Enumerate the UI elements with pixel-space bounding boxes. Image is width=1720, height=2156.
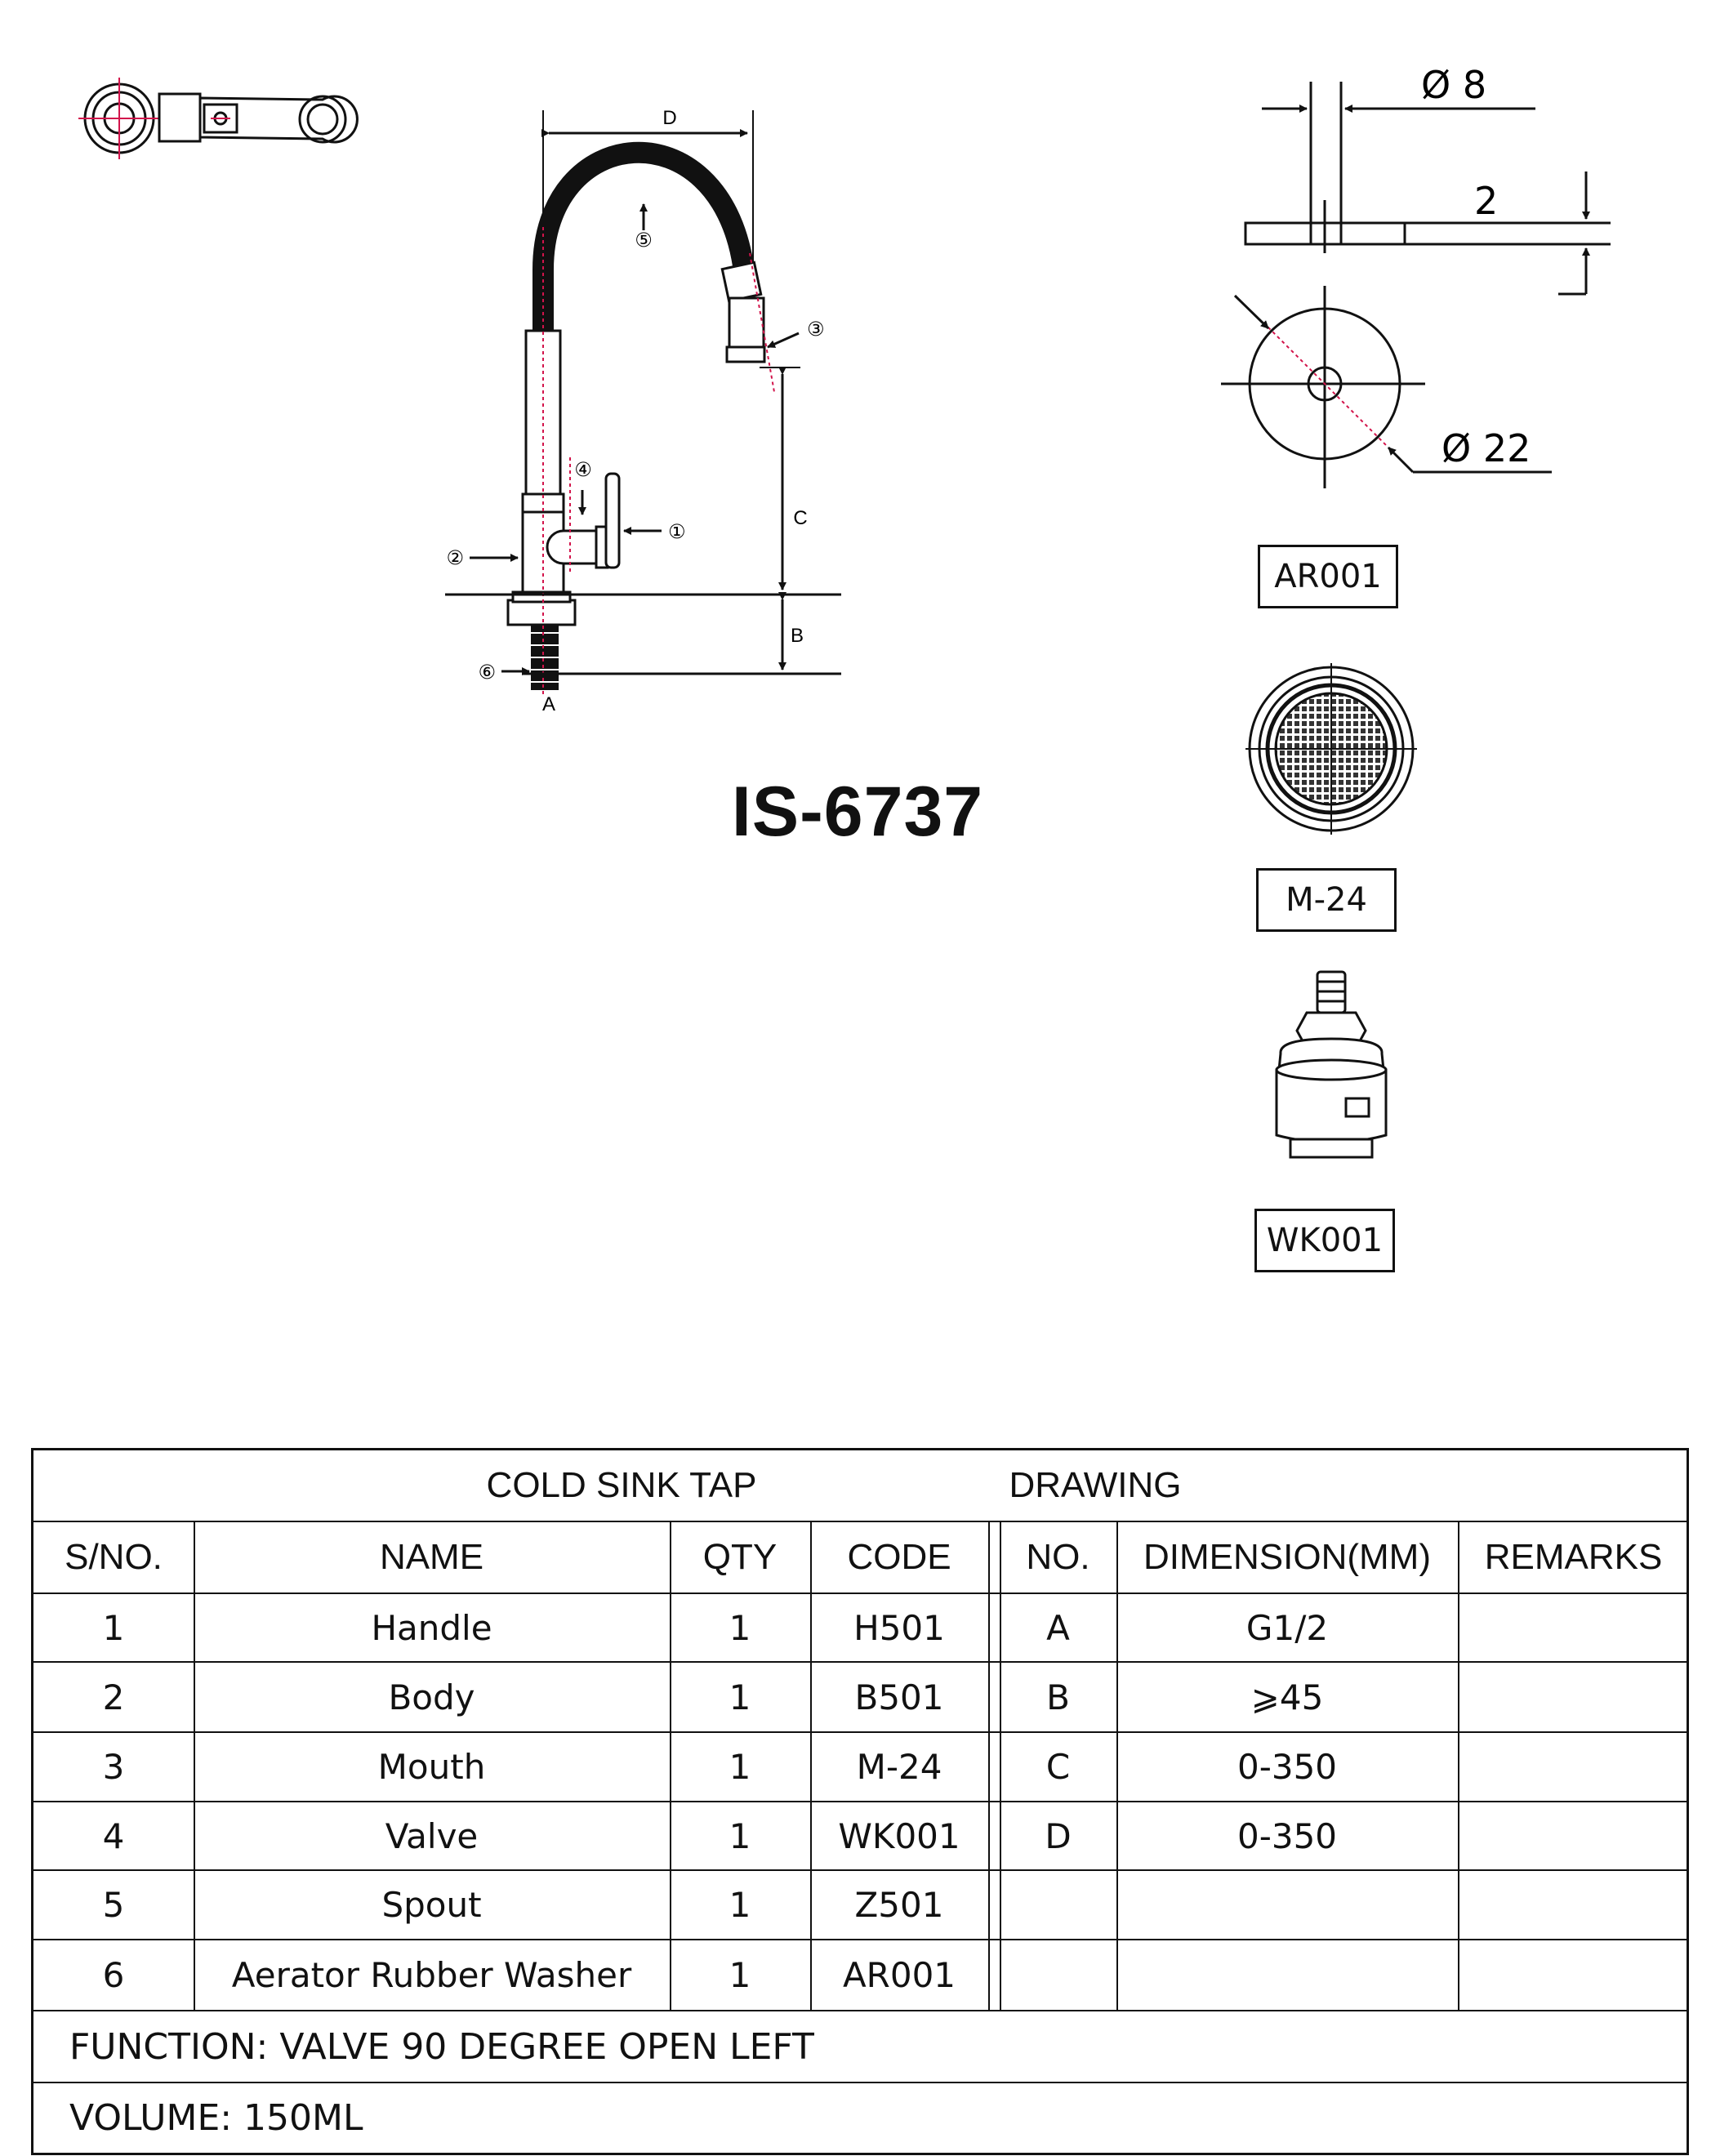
- cell-no: B: [1046, 1677, 1070, 1717]
- cell-name: Aerator Rubber Washer: [231, 1955, 632, 1995]
- cell-no: C: [1045, 1747, 1071, 1787]
- aerator-detail: [1245, 663, 1417, 835]
- volume-row: [33, 2083, 1687, 2153]
- washer-thickness-dim: 2: [1474, 179, 1499, 223]
- callout-3: ③: [807, 318, 825, 341]
- dim-label-d: D: [662, 107, 677, 129]
- header-name: NAME: [379, 1537, 484, 1577]
- tap-elevation: [445, 110, 841, 694]
- cell-qty: 1: [729, 1607, 751, 1648]
- callout-5: ⑤: [635, 229, 653, 252]
- mouth-nozzle: [722, 262, 764, 362]
- dim-label-c: C: [793, 507, 808, 529]
- table-title-row: [33, 1450, 1687, 1522]
- cell-code: AR001: [842, 1955, 956, 1995]
- cell-dimension: ⩾45: [1250, 1677, 1324, 1717]
- cell-sno: 3: [102, 1747, 125, 1787]
- table-title: COLD SINK TAP: [486, 1465, 757, 1505]
- cell-sno: 4: [102, 1815, 125, 1856]
- cell-code: H501: [853, 1607, 945, 1648]
- header-code: CODE: [847, 1537, 951, 1577]
- washer-outer-dim: Ø 22: [1442, 426, 1531, 470]
- cell-code: Z501: [854, 1885, 944, 1925]
- cell-code: WK001: [838, 1815, 960, 1856]
- cell-qty: 1: [729, 1747, 751, 1787]
- model-number: IS-6737: [731, 773, 984, 851]
- washer-bore-dim: Ø 8: [1421, 63, 1487, 107]
- cell-code: M-24: [856, 1747, 942, 1787]
- cell-name: Mouth: [377, 1747, 486, 1787]
- part-code-valve: WK001: [1254, 1209, 1395, 1272]
- cell-name: Body: [388, 1677, 475, 1717]
- top-view: [78, 78, 357, 159]
- cell-dimension: 0-350: [1237, 1747, 1338, 1787]
- cell-code: B501: [854, 1677, 944, 1717]
- cell-qty: 1: [729, 1815, 751, 1856]
- header-sno: S/NO.: [65, 1537, 163, 1577]
- callout-6: ⑥: [478, 661, 496, 684]
- function-note: FUNCTION: VALVE 90 DEGREE OPEN LEFT: [69, 2025, 814, 2068]
- header-remarks: REMARKS: [1484, 1537, 1663, 1577]
- table-drawing-title: DRAWING: [1009, 1465, 1182, 1505]
- base-flange: [508, 600, 575, 625]
- cell-sno: 6: [102, 1955, 125, 1995]
- callout-4: ④: [574, 458, 592, 481]
- header-qty: QTY: [702, 1537, 778, 1577]
- threaded-shank: [531, 625, 559, 690]
- cell-dimension: 0-350: [1237, 1815, 1338, 1856]
- spec-table: [31, 1448, 1689, 2155]
- header-no: NO.: [1026, 1537, 1090, 1577]
- header-dimension: DIMENSION(MM): [1143, 1537, 1431, 1577]
- cell-sno: 2: [102, 1677, 125, 1717]
- part-code-mouth: M-24: [1256, 868, 1397, 932]
- function-row: [33, 2011, 1687, 2083]
- callout-1: ①: [668, 520, 686, 543]
- cell-no: D: [1045, 1815, 1072, 1856]
- cell-name: Valve: [385, 1815, 479, 1856]
- cell-no: A: [1046, 1607, 1070, 1648]
- dim-label-b: B: [790, 625, 804, 647]
- dim-label-a: A: [541, 693, 556, 715]
- cell-name: Handle: [371, 1607, 492, 1648]
- cell-qty: 1: [729, 1677, 751, 1717]
- cell-sno: 5: [102, 1885, 125, 1925]
- volume-note: VOLUME: 150ML: [69, 2097, 363, 2139]
- cell-name: Spout: [381, 1885, 482, 1925]
- cell-qty: 1: [729, 1955, 751, 1995]
- part-code-washer: AR001: [1258, 545, 1398, 608]
- table-grid: [33, 1522, 1687, 2011]
- cell-qty: 1: [729, 1885, 751, 1925]
- washer-detail: [1221, 82, 1611, 488]
- valve-cartridge: [1277, 972, 1386, 1157]
- cell-sno: 1: [102, 1607, 125, 1648]
- callout-2: ②: [446, 546, 464, 569]
- cell-dimension: G1/2: [1245, 1607, 1329, 1648]
